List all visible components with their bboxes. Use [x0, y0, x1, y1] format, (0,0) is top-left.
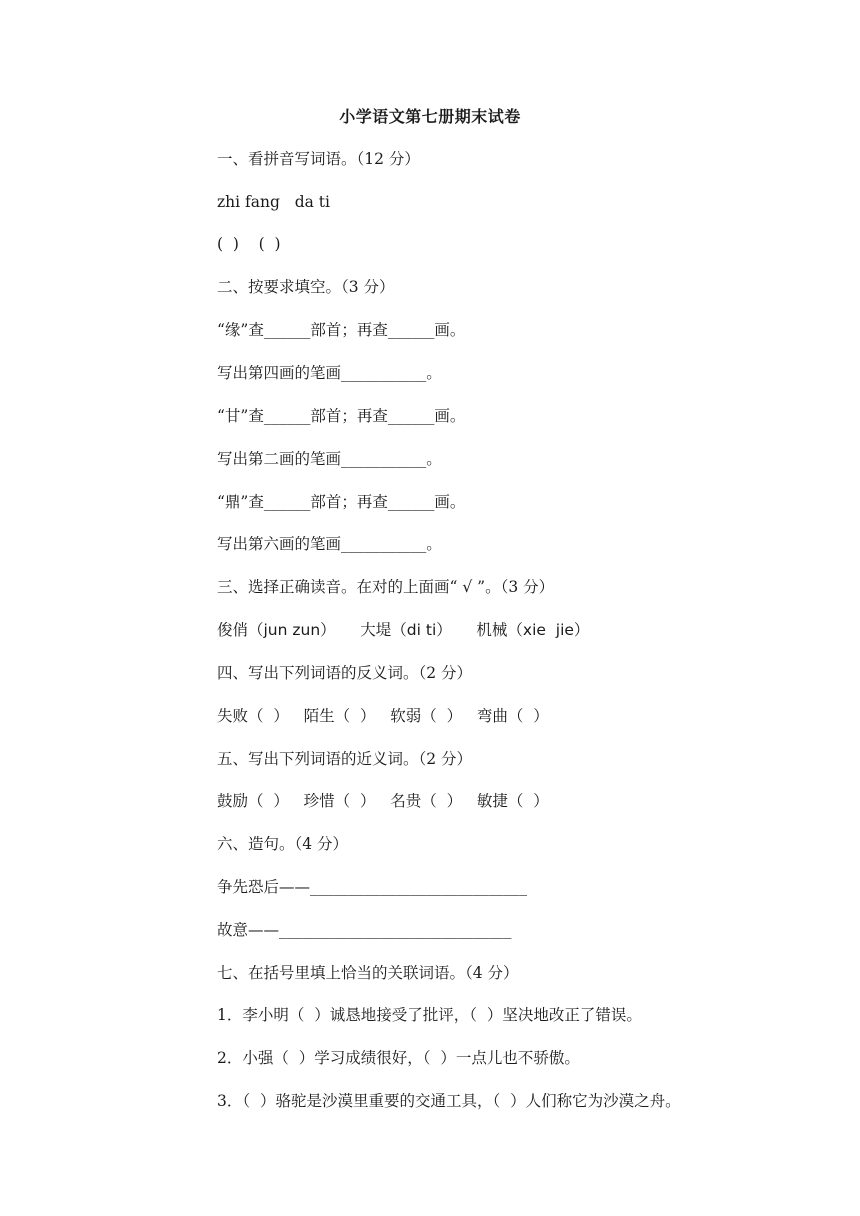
fill-in-line: “鼎”查______部首；再查______画。: [217, 493, 466, 511]
pinyin-prompt: zhi fang da ti: [217, 193, 330, 211]
antonym-items: 失败（ ） 陌生（ ） 软弱（ ） 弯曲（ ）: [217, 707, 549, 725]
fill-in-line: “甘”查______部首；再查______画。: [217, 407, 466, 425]
page-title: 小学语文第七册期末试卷: [339, 107, 521, 126]
section-7-heading: 七、在括号里填上恰当的关联词语。（4 分）: [217, 964, 519, 982]
answer-brackets: ( ) ( ): [217, 235, 281, 253]
section-6-heading: 六、造句。（4 分）: [217, 835, 349, 853]
sentence-item: 争先恐后——____________________________: [217, 878, 528, 896]
fill-in-line: 写出第二画的笔画___________。: [217, 450, 442, 468]
section-4-heading: 四、写出下列词语的反义词。（2 分）: [217, 664, 473, 682]
section-2-heading: 二、按要求填空。（3 分）: [217, 278, 395, 296]
pronunciation-choices: 俊俏（jun zun） 大堤（di ti） 机械（xie jie）: [217, 621, 590, 639]
question-item: 3．（ ）骆驼是沙漠里重要的交通工具，（ ）人们称它为沙漠之舟。: [217, 1092, 681, 1110]
question-item: 1．李小明（ ）诚恳地接受了批评，（ ）坚决地改正了错误。: [217, 1006, 642, 1024]
section-5-heading: 五、写出下列词语的近义词。（2 分）: [217, 750, 473, 768]
fill-in-line: 写出第六画的笔画___________。: [217, 535, 442, 553]
section-3-heading: 三、选择正确读音。在对的上面画“ √ ”。（3 分）: [217, 578, 555, 596]
fill-in-line: 写出第四画的笔画___________。: [217, 364, 442, 382]
fill-in-line: “缘”查______部首；再查______画。: [217, 321, 466, 339]
question-item: 2．小强（ ）学习成绩很好，（ ）一点儿也不骄傲。: [217, 1049, 580, 1067]
section-1-heading: 一、看拼音写词语。（12 分）: [217, 150, 420, 168]
synonym-items: 鼓励（ ） 珍惜（ ） 名贵（ ） 敏捷（ ）: [217, 792, 549, 810]
sentence-item: 故意——______________________________: [217, 921, 512, 939]
